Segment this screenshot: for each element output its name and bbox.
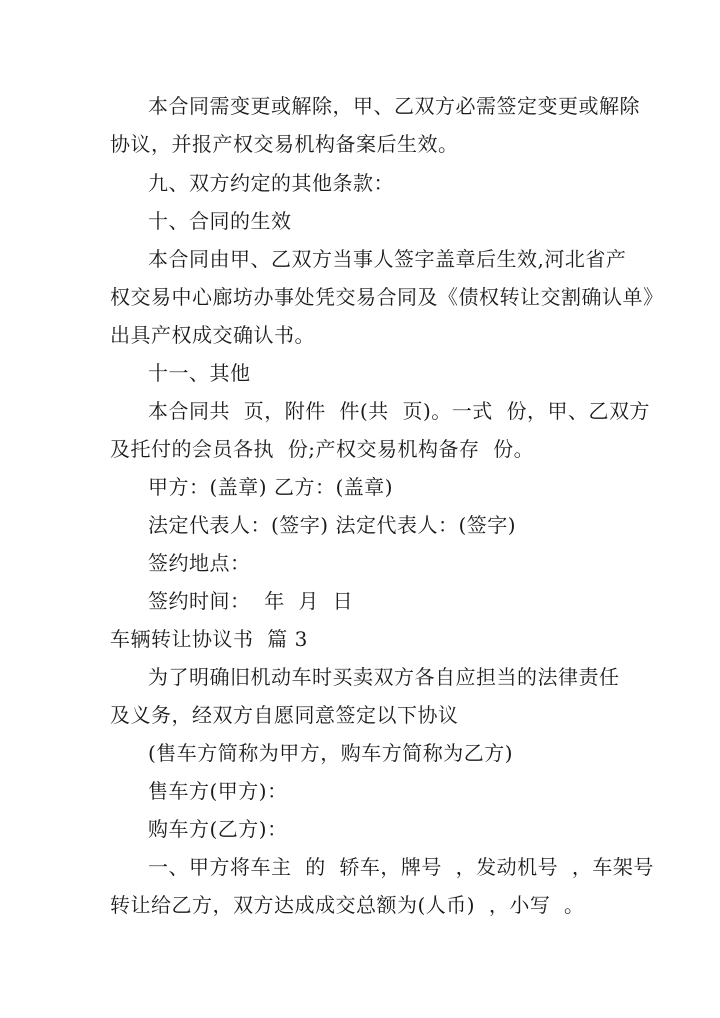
paragraph-line: 及托付的会员各执 份;产权交易机构备存 份。 [110,437,535,461]
section-title: 车辆转让协议书 篇 3 [110,627,308,651]
paragraph-line: 出具产权成交确认书。 [110,323,315,347]
signature-line: 甲方：(盖章) 乙方：(盖章) [148,475,394,499]
party-line: 购车方(乙方)： [148,817,288,841]
signing-date: 签约时间： 年 月 日 [148,589,354,613]
paragraph-line: 协议，并报产权交易机构备案后生效。 [110,132,459,156]
clause-heading: 十、合同的生效 [148,209,292,233]
paragraph-line: 本合同由甲、乙双方当事人签字盖章后生效,河北省产 [148,247,627,271]
paragraph-line: (售车方简称为甲方，购车方简称为乙方) [148,741,514,765]
paragraph-line: 权交易中心廊坊办事处凭交易合同及《债权转让交割确认单》 [110,285,664,309]
signing-place: 签约地点： [148,551,251,575]
signature-line: 法定代表人：(签字) 法定代表人：(签字) [148,513,517,537]
paragraph-line: 本合同需变更或解除，甲、乙双方必需签定变更或解除 [148,94,640,118]
paragraph-line: 一、甲方将车主 的 轿车，牌号 ，发动机号 ，车架号 [148,855,654,879]
party-line: 售车方(甲方)： [148,779,288,803]
paragraph-line: 及义务，经双方自愿同意签定以下协议 [110,703,459,727]
clause-heading: 九、双方约定的其他条款： [148,171,394,195]
paragraph-line: 转让给乙方，双方达成成交总额为(人币) ，小写 。 [110,893,585,917]
paragraph-line: 本合同共 页，附件 件(共 页)。一式 份，甲、乙双方 [148,399,650,423]
clause-heading: 十一、其他 [148,361,251,385]
paragraph-line: 为了明确旧机动车时买卖双方各自应担当的法律责任 [148,665,620,689]
